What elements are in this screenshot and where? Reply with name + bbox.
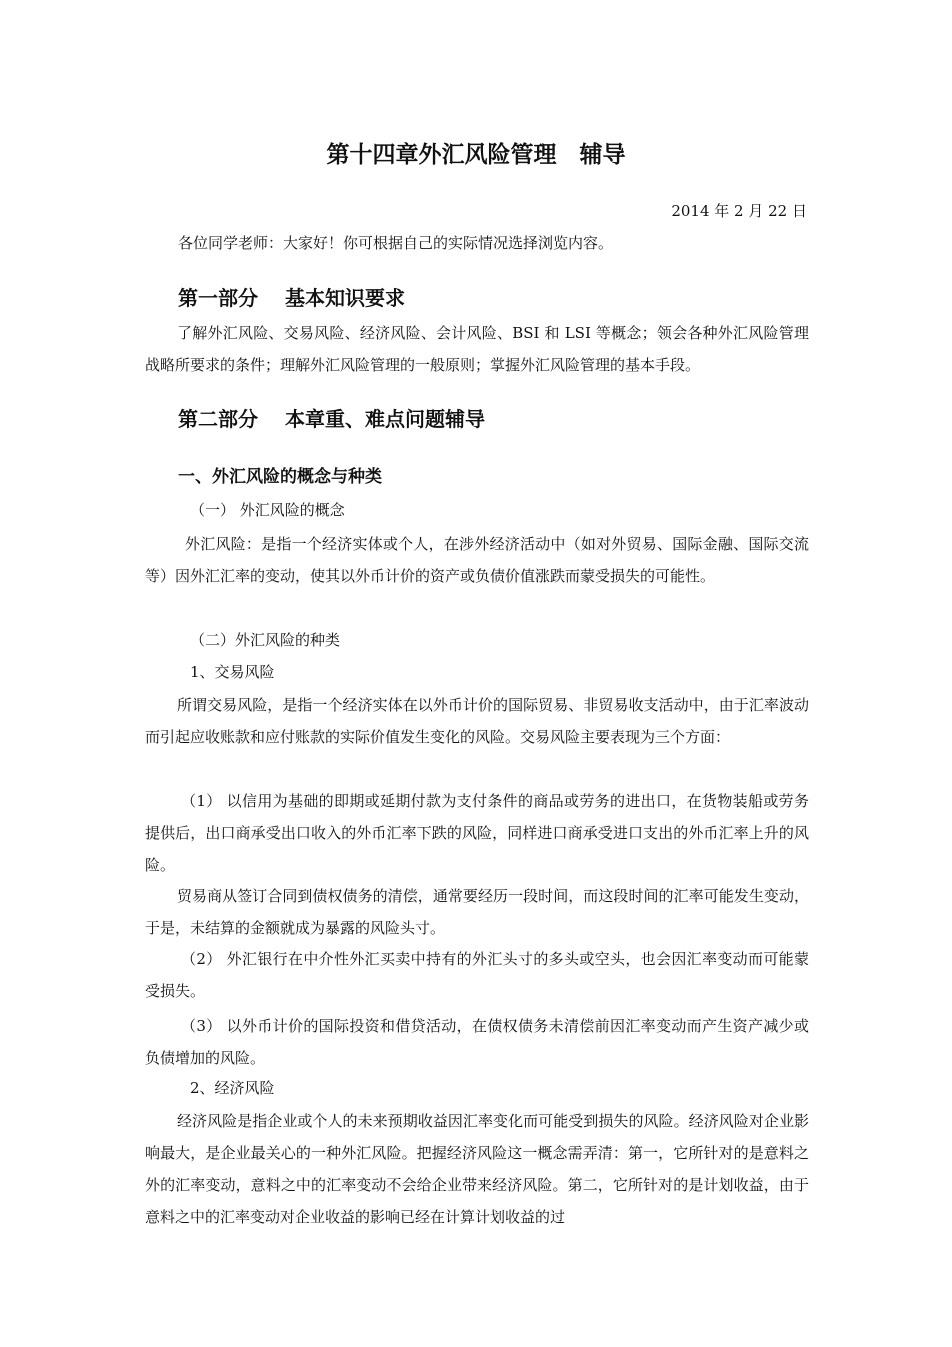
part2-heading: 第二部分 本章重、难点问题辅导	[178, 407, 485, 431]
page-title: 第十四章外汇风险管理 辅导	[326, 142, 626, 168]
section1-heading: 一、外汇风险的概念与种类	[178, 467, 382, 487]
point1-block	[145, 785, 809, 881]
sub1-heading: （一） 外汇风险的概念	[190, 501, 345, 519]
point1-text: （1） 以信用为基础的即期或延期付款为支付条件的商品或劳务的进出口，在货物装船或劳务提供后，出口商承受出口收入的外币汇率下跌的风险，同样进口商承受进口支出的外币汇率上升的风险。	[145, 792, 809, 874]
point3-text: （3） 以外币计价的国际投资和借贷活动，在债权债务未清偿前因汇率变动而产生资产减少或负债增加的风险。	[145, 1017, 809, 1067]
sub1-body: 外汇风险：是指一个经济实体或个人，在涉外经济活动中（如对外贸易、国际金融、国际交流等）因外汇汇率的变动，使其以外币计价的资产或负债价值涨跌而蒙受损失的可能性。	[145, 535, 809, 585]
part1-body: 了解外汇风险、交易风险、经济风险、会计风险、BSI 和 LSI 等概念；领会各种外汇风险管理战略所要求的条件；理解外汇风险管理的一般原则；掌握外汇风险管理的基本手段。	[145, 324, 809, 374]
item1-heading: 1、交易风险	[190, 663, 275, 681]
item2-body-block	[145, 1105, 809, 1233]
item1-body-block	[145, 689, 809, 753]
item2-body: 经济风险是指企业或个人的未来预期收益因汇率变化而可能受到损失的风险。经济风险对企业影响最大，是企业最关心的一种外汇风险。把握经济风险这一概念需弄清：第一，它所针对的是意料之外的汇率变动，意料之中的汇率变动不会给企业带来经济风险。第二，它所针对的是计划收益，由于意料之中的汇率变动对企业收益的影响已经在计算计划收益的过	[145, 1112, 809, 1226]
sub2-heading: （二）外汇风险的种类	[190, 631, 341, 649]
point2-block	[145, 943, 809, 1007]
point2-text: （2） 外汇银行在中介性外汇买卖中持有的外汇头寸的多头或空头，也会因汇率变动而可能蒙受损失。	[145, 950, 809, 1000]
point3-block	[145, 1010, 809, 1074]
item1-body: 所谓交易风险，是指一个经济实体在以外币计价的国际贸易、非贸易收支活动中，由于汇率波动而引起应收账款和应付账款的实际价值发生变化的风险。交易风险主要表现为三个方面：	[145, 696, 809, 746]
item2-heading: 2、经济风险	[190, 1079, 275, 1097]
sub1-body-block	[145, 528, 809, 592]
document-date: 2014 年 2 月 22 日	[671, 202, 807, 220]
point1-note-block	[145, 880, 809, 944]
point1-note: 贸易商从签订合同到债权债务的清偿，通常要经历一段时间，而这段时间的汇率可能发生变动，于是，未结算的金额就成为暴露的风险头寸。	[145, 887, 809, 937]
greeting-text: 各位同学老师：大家好！你可根据自己的实际情况选择浏览内容。	[178, 234, 614, 252]
part1-body-block	[145, 317, 809, 381]
part1-heading: 第一部分 基本知识要求	[178, 286, 405, 310]
